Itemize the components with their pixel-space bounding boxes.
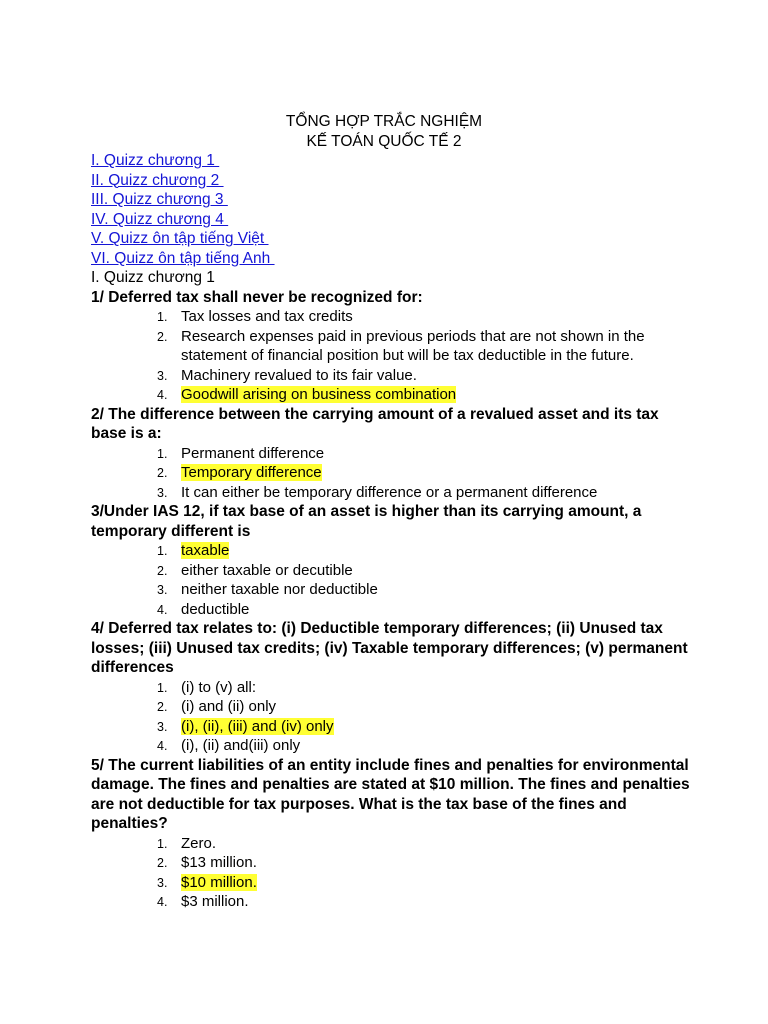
option-item bbox=[91, 307, 691, 327]
option-list bbox=[91, 678, 691, 756]
question-3 bbox=[91, 502, 691, 619]
option-text: (i) to (v) all: bbox=[181, 678, 256, 696]
option-list bbox=[91, 307, 691, 405]
option-item bbox=[91, 853, 691, 873]
option-number: 2. bbox=[157, 466, 168, 480]
option-number: 4. bbox=[157, 602, 168, 617]
option-text: $13 million. bbox=[181, 854, 257, 871]
toc-link-chapter-1[interactable]: I. Quizz chương 1 bbox=[91, 152, 220, 169]
option-number: 2. bbox=[157, 700, 168, 714]
option-number: 1. bbox=[157, 310, 168, 324]
option-number: 1. bbox=[157, 680, 168, 695]
option-text: (i) and (ii) only bbox=[181, 698, 277, 715]
option-item bbox=[91, 463, 691, 483]
option-item bbox=[91, 483, 691, 503]
option-text: either taxable or decutible bbox=[181, 561, 353, 579]
option-item bbox=[91, 892, 691, 912]
option-item bbox=[91, 717, 691, 737]
option-number: 3. bbox=[157, 719, 168, 734]
table-of-contents bbox=[91, 151, 275, 269]
option-number: 2. bbox=[157, 329, 168, 344]
option-item bbox=[91, 834, 691, 854]
document-title-line1: TỔNG HỢP TRẮC NGHIỆM bbox=[285, 113, 483, 130]
option-list bbox=[91, 541, 691, 619]
option-number: 1. bbox=[157, 836, 168, 851]
option-item bbox=[91, 541, 691, 561]
option-text: Tax losses and tax credits bbox=[181, 308, 353, 325]
option-list bbox=[91, 834, 691, 912]
question-5 bbox=[91, 756, 691, 912]
option-text: Goodwill arising on business combination bbox=[181, 386, 457, 403]
section-heading: I. Quizz chương 1 bbox=[91, 269, 215, 286]
option-text: Temporary difference bbox=[181, 464, 322, 481]
question-text: 3/Under IAS 12, if tax base of an asset is higher than its carrying amount, a temporary different is bbox=[91, 503, 642, 540]
option-item bbox=[91, 385, 691, 405]
question-text: 2/ The difference between the carrying amount of a revalued asset and its tax base is a: bbox=[91, 405, 659, 442]
option-number: 2. bbox=[157, 856, 168, 870]
option-item bbox=[91, 736, 691, 756]
option-number: 2. bbox=[157, 563, 168, 578]
option-item bbox=[91, 561, 691, 581]
option-text: (i), (ii), (iii) and (iv) only bbox=[181, 717, 334, 735]
option-text: $10 million. bbox=[181, 873, 257, 891]
option-item bbox=[91, 444, 691, 464]
document-title-line2: KẾ TOÁN QUỐC TẾ 2 bbox=[306, 133, 462, 150]
option-list bbox=[91, 444, 691, 503]
question-4 bbox=[91, 619, 691, 756]
option-number: 4. bbox=[157, 739, 168, 753]
toc-link-review-vietnamese[interactable]: V. Quizz ôn tập tiếng Việt bbox=[91, 230, 269, 248]
option-text: Zero. bbox=[181, 834, 217, 852]
option-item bbox=[91, 327, 691, 366]
option-item bbox=[91, 580, 691, 600]
option-text: taxable bbox=[181, 542, 230, 559]
option-text: Permanent difference bbox=[181, 444, 325, 462]
option-number: 3. bbox=[157, 583, 168, 597]
option-number: 4. bbox=[157, 895, 168, 909]
option-item bbox=[91, 678, 691, 698]
quiz-content bbox=[91, 268, 691, 912]
option-number: 4. bbox=[157, 388, 168, 402]
option-text: Research expenses paid in previous periods that are not shown in the statement of financial position but will be tax deductible in the future. bbox=[181, 327, 645, 364]
option-text: (i), (ii) and(iii) only bbox=[181, 737, 301, 754]
option-text: Machinery revalued to its fair value. bbox=[181, 366, 417, 384]
question-1 bbox=[91, 288, 691, 405]
option-number: 3. bbox=[157, 368, 168, 383]
toc-link-review-english[interactable]: VI. Quizz ôn tập tiếng Anh bbox=[91, 249, 275, 267]
option-text: neither taxable nor deductible bbox=[181, 581, 378, 598]
option-item bbox=[91, 366, 691, 386]
question-text: 4/ Deferred tax relates to: (i) Deductible temporary differences; (ii) Unused tax losses; (iii) Unused tax credits; (iv) Taxable temporary differences; (v) permanent differences bbox=[91, 620, 688, 676]
question-text: 1/ Deferred tax shall never be recognized for: bbox=[91, 288, 423, 306]
toc-link-chapter-2[interactable]: II. Quizz chương 2 bbox=[91, 171, 224, 189]
option-item bbox=[91, 697, 691, 717]
option-number: 3. bbox=[157, 485, 168, 500]
toc-link-chapter-3[interactable]: III. Quizz chương 3 bbox=[91, 191, 228, 209]
option-number: 3. bbox=[157, 875, 168, 890]
option-number: 1. bbox=[157, 544, 168, 558]
option-text: $3 million. bbox=[181, 893, 249, 910]
question-2 bbox=[91, 405, 691, 503]
option-item bbox=[91, 873, 691, 893]
option-item bbox=[91, 600, 691, 620]
option-text: It can either be temporary difference or a permanent difference bbox=[181, 483, 598, 501]
question-text: 5/ The current liabilities of an entity include fines and penalties for environmental damage. The fines and penalties are stated at $10 million. The fines and penalties are not deductible for tax purposes. What is the tax base of the fines and penalties? bbox=[91, 756, 690, 832]
toc-link-chapter-4[interactable]: IV. Quizz chương 4 bbox=[91, 210, 229, 228]
option-number: 1. bbox=[157, 446, 168, 461]
option-text: deductible bbox=[181, 600, 250, 618]
